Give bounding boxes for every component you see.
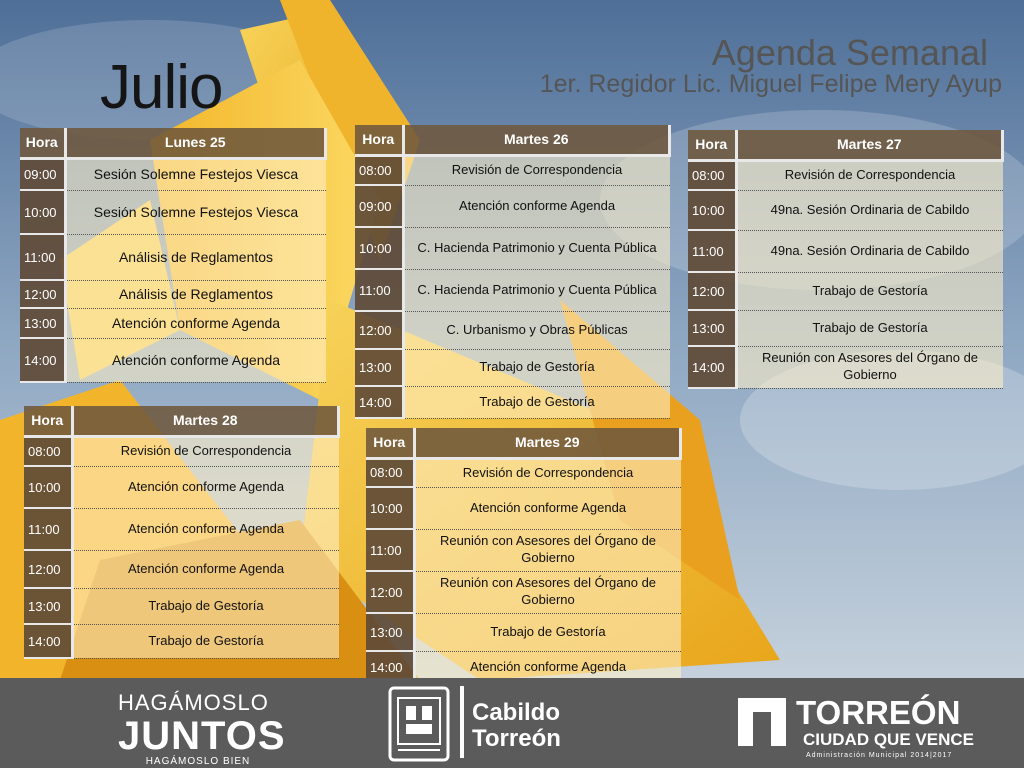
- activity-cell: Trabajo de Gestoría: [403, 386, 670, 418]
- hour-cell: 08:00: [688, 160, 736, 190]
- table-row: [688, 346, 1003, 388]
- activity-cell: Revisión de Correspondencia: [403, 155, 670, 185]
- cabildo-line-1: Cabildo: [472, 699, 560, 726]
- hour-cell: 10:00: [20, 190, 65, 234]
- hour-cell: 14:00: [688, 346, 736, 388]
- hour-cell: 08:00: [355, 155, 403, 185]
- table-row: [688, 190, 1003, 230]
- table-row: [24, 508, 339, 550]
- activity-cell: Trabajo de Gestoría: [414, 613, 681, 651]
- hour-cell: 12:00: [24, 550, 72, 588]
- table-row: [20, 280, 326, 308]
- table-row: [24, 550, 339, 588]
- table-row: [355, 155, 670, 185]
- activity-cell: Atención conforme Agenda: [65, 308, 326, 338]
- activity-cell: Atención conforme Agenda: [72, 508, 339, 550]
- day-header: Lunes 25: [65, 128, 326, 158]
- administracion-label: Administración Municipal 2014|2017: [806, 752, 953, 759]
- hour-cell: 09:00: [355, 185, 403, 227]
- activity-cell: 49na. Sesión Ordinaria de Cabildo: [736, 190, 1003, 230]
- hour-cell: 11:00: [366, 529, 414, 571]
- hour-header: Hora: [366, 428, 414, 458]
- activity-cell: Trabajo de Gestoría: [736, 310, 1003, 346]
- table-row: [355, 227, 670, 269]
- hour-cell: 12:00: [20, 280, 65, 308]
- hour-cell: 10:00: [355, 227, 403, 269]
- cabildo-line-2: Torreón: [472, 725, 561, 752]
- agenda-title: Agenda Semanal: [711, 32, 988, 73]
- torreon-tagline: CIUDAD QUE VENCE: [803, 730, 974, 749]
- table-row: [24, 624, 339, 658]
- activity-cell: Atención conforme Agenda: [414, 487, 681, 529]
- activity-cell: Revisión de Correspondencia: [736, 160, 1003, 190]
- schedule-martes-29: [366, 428, 682, 684]
- hour-cell: 13:00: [20, 308, 65, 338]
- activity-cell: Análisis de Reglamentos: [65, 234, 326, 280]
- table-row: [688, 272, 1003, 310]
- hour-cell: 11:00: [688, 230, 736, 272]
- footer-bar: [0, 678, 1024, 768]
- logo-top-text: HAGÁMOSLO: [118, 690, 269, 715]
- table-row: [366, 458, 681, 487]
- activity-cell: Reunión con Asesores del Órgano de Gobierno: [414, 571, 681, 613]
- table-row: [20, 338, 326, 382]
- hour-cell: 09:00: [20, 158, 65, 190]
- activity-cell: Atención conforme Agenda: [403, 185, 670, 227]
- day-header: Martes 26: [403, 125, 670, 155]
- table-row: [355, 185, 670, 227]
- table-row: [355, 311, 670, 349]
- hour-cell: 12:00: [355, 311, 403, 349]
- table-row: [355, 269, 670, 311]
- hour-cell: 13:00: [24, 588, 72, 624]
- hagamoslo-juntos-logo: [118, 690, 286, 767]
- hour-cell: 13:00: [688, 310, 736, 346]
- torreon-name: TORREÓN: [796, 694, 961, 731]
- hour-cell: 12:00: [366, 571, 414, 613]
- table-row: [20, 158, 326, 190]
- month-title: Julio: [100, 53, 223, 122]
- schedule-martes-28: [24, 406, 340, 659]
- hour-cell: 10:00: [688, 190, 736, 230]
- logo-divider: [460, 686, 464, 758]
- table-row: [20, 234, 326, 280]
- day-header: Martes 28: [72, 406, 339, 436]
- day-header: Martes 29: [414, 428, 681, 458]
- hour-cell: 08:00: [366, 458, 414, 487]
- logo-bottom-text: HAGÁMOSLO BIEN: [145, 756, 251, 767]
- activity-cell: Análisis de Reglamentos: [65, 280, 326, 308]
- logo-main-text: JUNTOS: [118, 714, 286, 758]
- activity-cell: Sesión Solemne Festejos Viesca: [65, 190, 326, 234]
- hour-cell: 10:00: [24, 466, 72, 508]
- activity-cell: Atención conforme Agenda: [72, 466, 339, 508]
- schedule-lunes-25: [20, 128, 327, 383]
- agenda-subtitle: 1er. Regidor Lic. Miguel Felipe Mery Ayup: [539, 70, 1002, 98]
- activity-cell: Atención conforme Agenda: [72, 550, 339, 588]
- hour-cell: 14:00: [366, 651, 414, 683]
- table-row: [355, 386, 670, 418]
- activity-cell: Trabajo de Gestoría: [72, 624, 339, 658]
- table-row: [366, 487, 681, 529]
- activity-cell: Reunión con Asesores del Órgano de Gobierno: [414, 529, 681, 571]
- coat-of-arms-icon: [388, 686, 450, 762]
- hour-cell: 13:00: [366, 613, 414, 651]
- hour-cell: 14:00: [20, 338, 65, 382]
- cabildo-torreon-logo: [472, 700, 561, 752]
- hour-cell: 14:00: [355, 386, 403, 418]
- activity-cell: Reunión con Asesores del Órgano de Gobierno: [736, 346, 1003, 388]
- table-row: [24, 466, 339, 508]
- table-row: [355, 349, 670, 386]
- table-row: [688, 230, 1003, 272]
- activity-cell: Atención conforme Agenda: [414, 651, 681, 683]
- day-header: Martes 27: [736, 130, 1003, 160]
- table-row: [688, 160, 1003, 190]
- activity-cell: Atención conforme Agenda: [65, 338, 326, 382]
- activity-cell: Trabajo de Gestoría: [403, 349, 670, 386]
- schedule-martes-26: [355, 125, 671, 419]
- table-row: [366, 529, 681, 571]
- hour-header: Hora: [24, 406, 72, 436]
- hour-cell: 14:00: [24, 624, 72, 658]
- activity-cell: Sesión Solemne Festejos Viesca: [65, 158, 326, 190]
- activity-cell: C. Hacienda Patrimonio y Cuenta Pública: [403, 227, 670, 269]
- table-row: [366, 571, 681, 613]
- activity-cell: 49na. Sesión Ordinaria de Cabildo: [736, 230, 1003, 272]
- activity-cell: C. Hacienda Patrimonio y Cuenta Pública: [403, 269, 670, 311]
- activity-cell: Revisión de Correspondencia: [72, 436, 339, 466]
- table-row: [24, 588, 339, 624]
- hour-header: Hora: [688, 130, 736, 160]
- activity-cell: Trabajo de Gestoría: [72, 588, 339, 624]
- hour-header: Hora: [20, 128, 65, 158]
- torreon-tower-icon: [738, 698, 786, 746]
- hour-cell: 08:00: [24, 436, 72, 466]
- table-row: [688, 310, 1003, 346]
- table-row: [24, 436, 339, 466]
- hour-cell: 11:00: [355, 269, 403, 311]
- hour-cell: 11:00: [24, 508, 72, 550]
- table-row: [366, 613, 681, 651]
- schedule-martes-27: [688, 130, 1004, 389]
- activity-cell: C. Urbanismo y Obras Públicas: [403, 311, 670, 349]
- hour-cell: 11:00: [20, 234, 65, 280]
- hour-cell: 10:00: [366, 487, 414, 529]
- activity-cell: Revisión de Correspondencia: [414, 458, 681, 487]
- activity-cell: Trabajo de Gestoría: [736, 272, 1003, 310]
- table-row: [20, 190, 326, 234]
- hour-header: Hora: [355, 125, 403, 155]
- table-row: [20, 308, 326, 338]
- hour-cell: 12:00: [688, 272, 736, 310]
- hour-cell: 13:00: [355, 349, 403, 386]
